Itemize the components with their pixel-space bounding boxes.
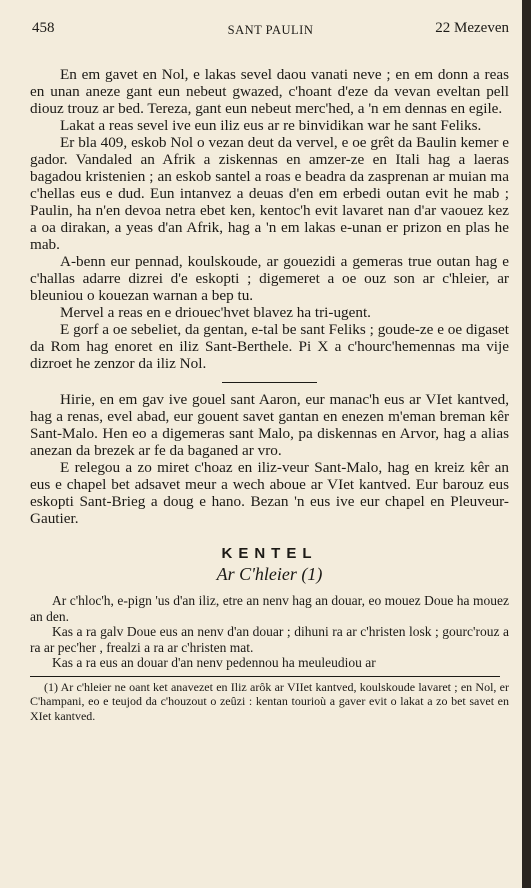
page-number: 458 (32, 20, 55, 36)
paragraph: E relegou a zo miret c'hoaz en iliz-veur Sant-Malo, hag en kreiz kêr an eus e chapel bet adsavet meur a wech aboue ar VIet kantved. Eur barouz eus eskopti Sant-Brieg a doug e hano. Bezan 'n eus ive eur chapel en Pleuveur-Gautier. (30, 459, 509, 527)
lesson-paragraph: Kas a ra eus an douar d'an nenv pedennou ha meuleudiou ar (52, 655, 376, 670)
lesson-paragraph: Ar c'hloc'h, e-pign 'us d'an iliz, etre an nenv hag an douar, eo mouez Doue ha mouez an den. (30, 593, 509, 624)
paragraph: En em gavet en Nol, e lakas sevel daou vanati neve ; en em donn a reas en unan aneze gant eun nebeut gwazed, c'hoant d'eze da vevan eveltan pell diouz trouz ar bed. Tereza, gant eun nebeut merc'hed, a 'n em dennas en egile. (30, 66, 509, 117)
paragraph: E gorf a oe sebeliet, da gentan, e-tal be sant Feliks ; goude-ze e oe digaset da Rom hag enoret en iliz Sant-Berthele. Pi X a c'hourc'hemennas ma vije dizroet he zenzor da iliz Nol. (30, 321, 509, 372)
paragraph: A-benn eur pennad, koulskoude, ar gouezidi a gemeras true outan hag e c'hallas adarre dizrei d'e eskopti ; digemeret a oe ouz son ar c'hleier, ar bleuniou o kouezan warnan a bep tu. (30, 253, 509, 304)
footnote: (1) Ar c'hleier ne oant ket anavezet en Iliz arôk ar VIIet kantved, koulskoude lavaret ; en Nol, er C'hampani, eo e teujod da c'houzout o zeûzi : kentan tourioù a gaver evit o lakat a zo bet savet en XIet kantved. (30, 679, 509, 723)
lesson-paragraph: Kas a ra galv Doue eus an nenv d'an douar ; dihuni ra ar c'hristen losk ; gourc'rouz a ra ar pec'her , frealzi a ra ar c'hristen mat. (30, 624, 509, 655)
paragraph: Lakat a reas sevel ive eun iliz eus ar re binvidikan war he sant Feliks. (60, 117, 482, 134)
running-date: 22 Mezeven (435, 20, 509, 36)
page-body (30, 66, 509, 723)
footnote-divider (30, 676, 500, 677)
paragraph: Hirie, en em gav ive gouel sant Aaron, eur manac'h eus ar VIet kantved, hag a renas, evel abad, eur gouent savet gantan en enezen m'eman breman kêr Sant-Malo. Hen eo a digemeras sant Malo, pa diskennas en Arvor, hag a alias anezan da brezek ar fe da baganed ar vro. (30, 391, 509, 459)
section-divider (222, 382, 317, 383)
paragraph: Er bla 409, eskob Nol o vezan deut da vervel, e oe grêt da Baulin kemer e gador. Vandaled an Afrik a ziskennas en amzer-ze en Itali hag a laeras bagadou kristenien ; an eskob santel a roas e beadra da zasprenan ar muian ma c'hellas eus e dud. Eun intanvez a deuas d'en em erbedi outan evit he mab ; Paulin, ha n'en devoa netra ebet ken, kentoc'h evit lavaret nan d'ar vaouez kez a oa dirakan, a yeas d'an Afrik, hag a 'n em lakas e-unan er prizon en plas he mab. (30, 134, 509, 253)
kentel-subtitle: Ar C'hleier (1) (216, 564, 323, 584)
kentel-heading: KENTEL (221, 545, 318, 562)
running-title: SANT PAULIN (227, 23, 314, 37)
page-header (28, 20, 513, 42)
page-edge-shadow (522, 0, 531, 888)
paragraph: Mervel a reas en e driouec'hvet blavez ha tri-ugent. (60, 304, 371, 321)
